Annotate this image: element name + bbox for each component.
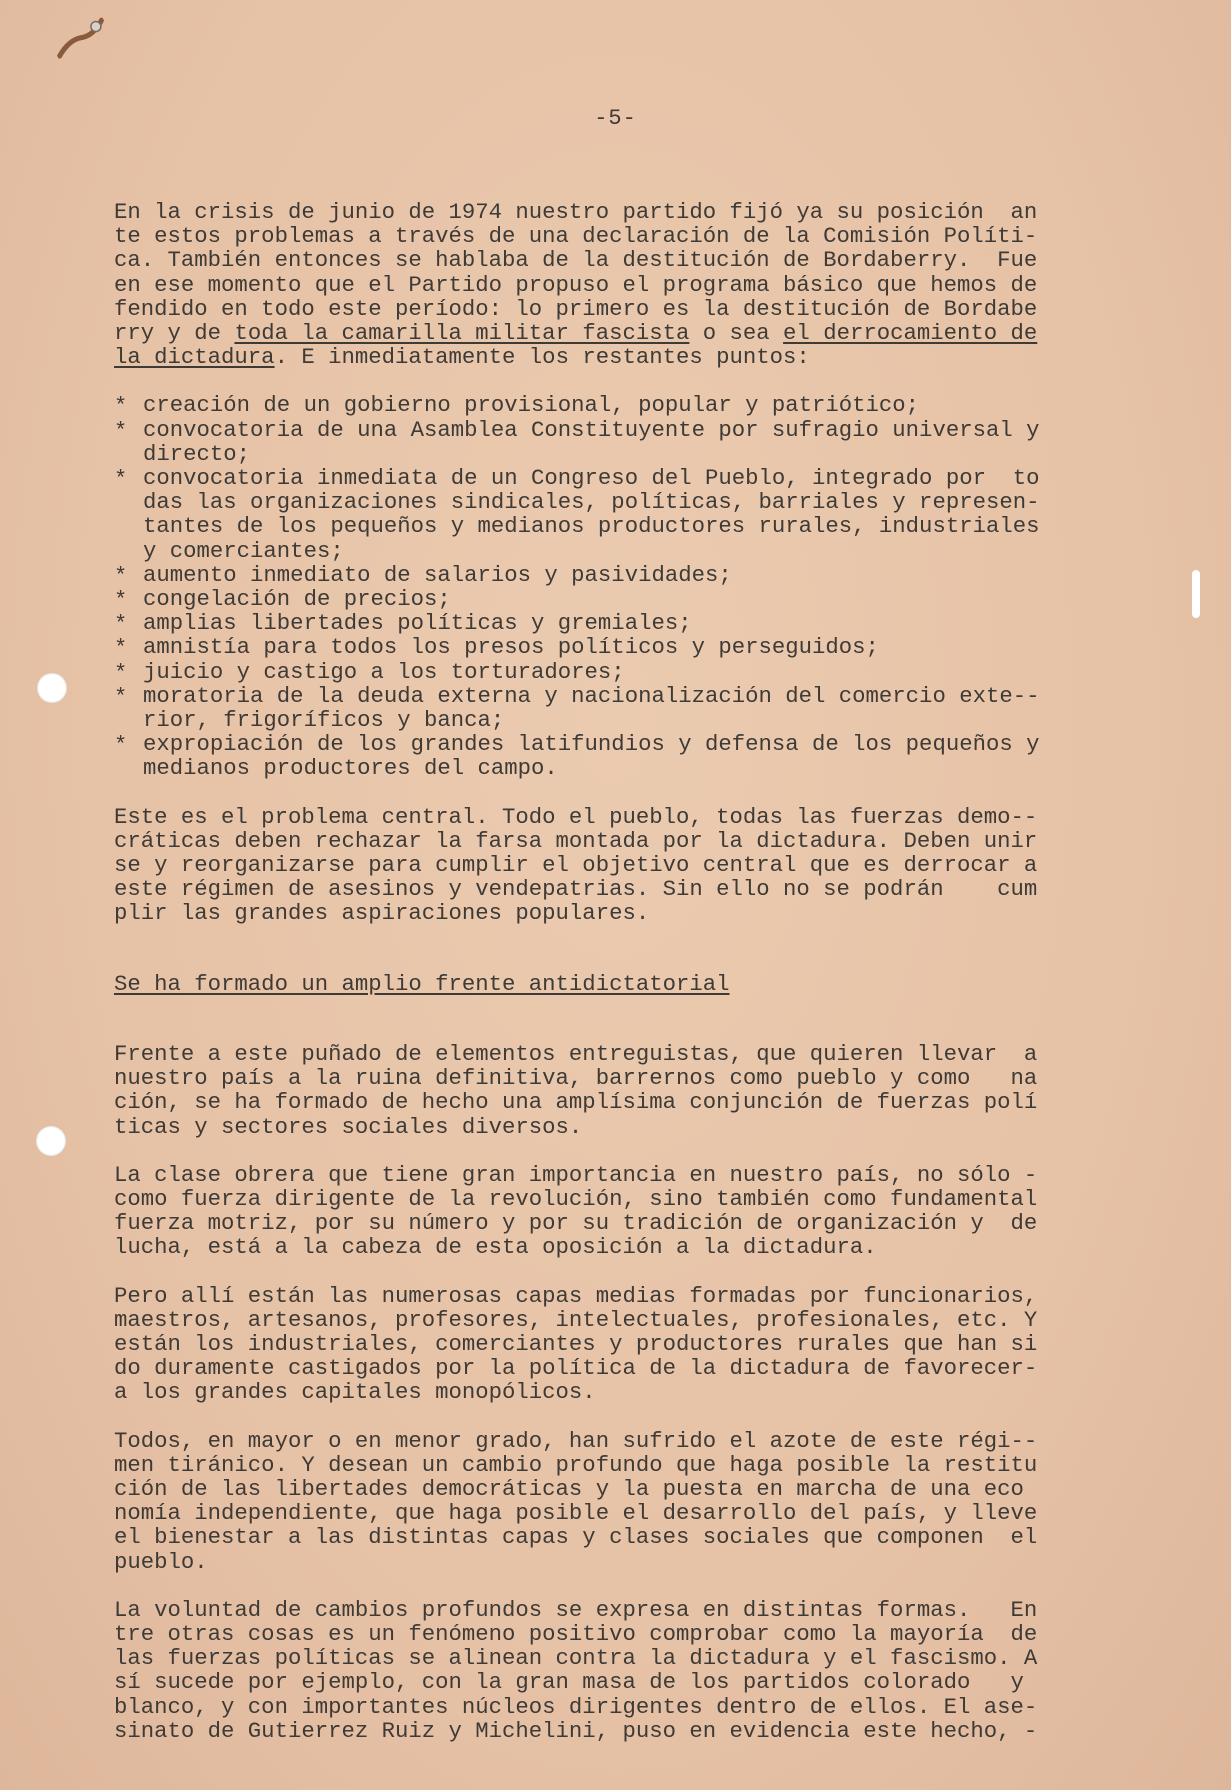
intro-line-underlined	[114, 321, 1139, 345]
intro-line-underlined	[114, 345, 1139, 369]
bullet-item: * amplias libertades políticas y gremiales;	[114, 611, 1139, 635]
body-paragraph: La voluntad de cambios profundos se expresa en distintas formas. En tre otras cosas es un fenómeno positivo comprobar como la mayoría de las fuerzas políticas se alinean contra la dictadura y el fascismo. A sí sucede por ejemplo, con la gran masa de los partidos colorado y blanco, y con importantes núcleos dirigentes dentro de ellos. El ase- sinato de Gutierrez Ruiz y Michelini, puso en evidencia este hecho, -	[114, 1596, 1038, 1744]
intro-line: en ese momento que el Partido propuso el programa básico que hemos de	[114, 271, 1038, 298]
punch-hole-top	[37, 673, 67, 703]
staple-mark	[50, 16, 112, 63]
paper-edge-mark	[1192, 570, 1200, 618]
bullet-item: * creación de un gobierno provisional, popular y patriótico;	[114, 393, 1139, 417]
bullet-item: * expropiación de los grandes latifundios y defensa de los pequeños y medianos productores del campo.	[114, 732, 1139, 780]
bullet-item: * congelación de precios;	[114, 587, 1139, 611]
intro-text: . E inmediatamente los restantes puntos:	[274, 344, 810, 371]
body-paragraph: Pero allí están las numerosas capas medias formadas por funcionarios, maestros, artesanos, profesores, intelectuales, profesionales, etc. Y están los industriales, comerciantes y productores rurales que han si do duramente castigados por la política de la dictadura de favorecer- a los grandes capitales monopólicos.	[114, 1282, 1038, 1406]
bullet-item: * convocatoria inmediata de un Congreso del Pueblo, integrado por to das las organizaciones sindicales, políticas, barriales y represen- tantes de los pequeños y medianos productores rurales, industriales y comerciantes;	[114, 466, 1139, 563]
central-paragraph: Este es el problema central. Todo el pueblo, todas las fuerzas demo-- cráticas deben rechazar la farsa montada por la dictadura. Deben unir se y reorganizarse para cumplir el objetivo central que es derrocar a este régimen de asesinos y vendepatrias. Sin ello no se podrán cum plir las grandes aspiraciones populares.	[114, 803, 1038, 927]
intro-text: o sea	[689, 320, 784, 347]
bullet-item: * amnistía para todos los presos políticos y perseguidos;	[114, 635, 1139, 659]
underlined-phrase: la dictadura	[114, 344, 275, 371]
body-paragraph: Frente a este puñado de elementos entreguistas, que quieren llevar a nuestro país a la ruina definitiva, barrernos como pueblo y como na ción, se ha formado de hecho una amplísima conjunción de fuerzas polí ticas y sectores sociales diversos.	[114, 1040, 1038, 1140]
document-body	[114, 200, 1139, 1767]
program-bullet-list	[114, 393, 1139, 780]
bullet-item: * moratoria de la deuda externa y nacionalización del comercio exte-- rior, frigoríficos y banca;	[114, 684, 1139, 732]
intro-text: rry y de	[114, 320, 235, 347]
body-paragraph: Todos, en mayor o en menor grado, han sufrido el azote de este régi-- men tiránico. Y desean un cambio profundo que haga posible la restitu ción de las libertades democráticas y la puesta en marcha de una eco nomía independiente, que haga posible el desarrollo del país, y lleve el bienestar a las distintas capas y clases sociales que componen el pueblo.	[114, 1427, 1038, 1575]
intro-line: En la crisis de junio de 1974 nuestro partido fijó ya su posición an	[114, 199, 1038, 225]
underlined-phrase: toda la camarilla militar fascista	[234, 320, 690, 347]
punch-hole-bottom	[36, 1126, 66, 1156]
intro-line: ca. También entonces se hablaba de la destitución de Bordaberry. Fue	[114, 247, 1038, 274]
underlined-phrase: el derrocamiento de	[783, 320, 1038, 347]
section-heading: Se ha formado un amplio frente antidictatorial	[114, 970, 730, 997]
bullet-item: * juicio y castigo a los torturadores;	[114, 660, 1139, 684]
page-number: -5-	[594, 106, 637, 131]
intro-line: fendido en todo este período: lo primero es la destitución de Bordabe	[114, 295, 1038, 322]
intro-paragraph	[114, 200, 1139, 369]
bullet-item: * aumento inmediato de salarios y pasividades;	[114, 563, 1139, 587]
body-paragraph: La clase obrera que tiene gran importancia en nuestro país, no sólo - como fuerza dirigente de la revolución, sino también como fundamental fuerza motriz, por su número y por su tradición de organización y de lucha, está a la cabeza de esta oposición a la dictadura.	[114, 1161, 1038, 1261]
intro-line: te estos problemas a través de una declaración de la Comisión Políti-	[114, 223, 1038, 250]
bullet-item: * convocatoria de una Asamblea Constituyente por sufragio universal y directo;	[114, 418, 1139, 466]
